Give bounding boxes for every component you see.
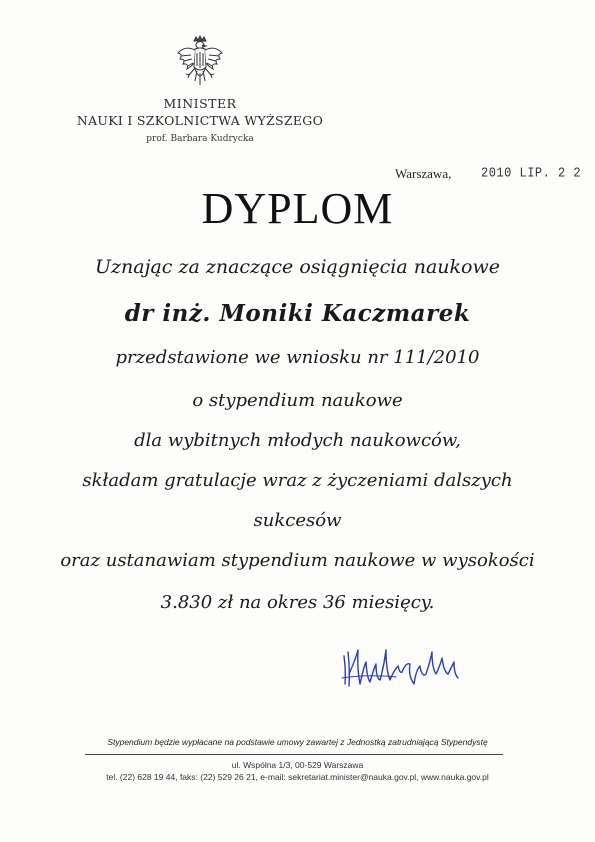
diploma-title: DYPLOM <box>201 184 394 233</box>
diploma-line-6: składam gratulacje wraz z życzeniami dalszych <box>82 470 513 491</box>
diploma-line-1: Uznając za znaczące osiągnięcia naukowe <box>94 256 500 278</box>
diploma-line-8: oraz ustanawiam stypendium naukowe w wysokości <box>60 550 535 571</box>
footer-address: ul. Wspólna 1/3, 00-529 Warszawa <box>231 760 364 770</box>
diploma-line-5: dla wybitnych młodych naukowców, <box>134 430 461 451</box>
footer-divider <box>85 754 503 755</box>
footer-note: Stypendium będzie wypłacane na podstawie umowy zawartej z Jednostką zatrudniającą Stypendystę <box>107 737 488 747</box>
handwritten-signature <box>336 644 464 692</box>
minister-name: prof. Barbara Kudrycka <box>146 134 254 144</box>
recipient-name: dr inż. Moniki Kaczmarek <box>124 300 471 327</box>
diploma-line-3: przedstawione we wniosku nr 111/2010 <box>115 347 480 368</box>
eagle-emblem-icon <box>175 35 225 91</box>
scholarship-amount-line: 3.830 zł na okres 36 miesięcy. <box>160 592 435 613</box>
footer-contact: tel. (22) 628 19 44, faks: (22) 529 26 21, e-mail: sekretariat.minister@nauka.gov.pl, www.nauka.gov.pl <box>106 772 489 782</box>
date-stamp: 2010 LIP. 2 2 <box>481 164 582 182</box>
date-place: Warszawa, <box>395 166 452 181</box>
diploma-line-7: sukcesów <box>253 510 342 531</box>
diploma-line-4: o stypendium naukowe <box>192 390 403 411</box>
ministry-title-line-1: MINISTER <box>163 96 237 111</box>
ministry-title-line-2: NAUKI I SZKOLNICTWA WYŻSZEGO <box>76 113 324 128</box>
